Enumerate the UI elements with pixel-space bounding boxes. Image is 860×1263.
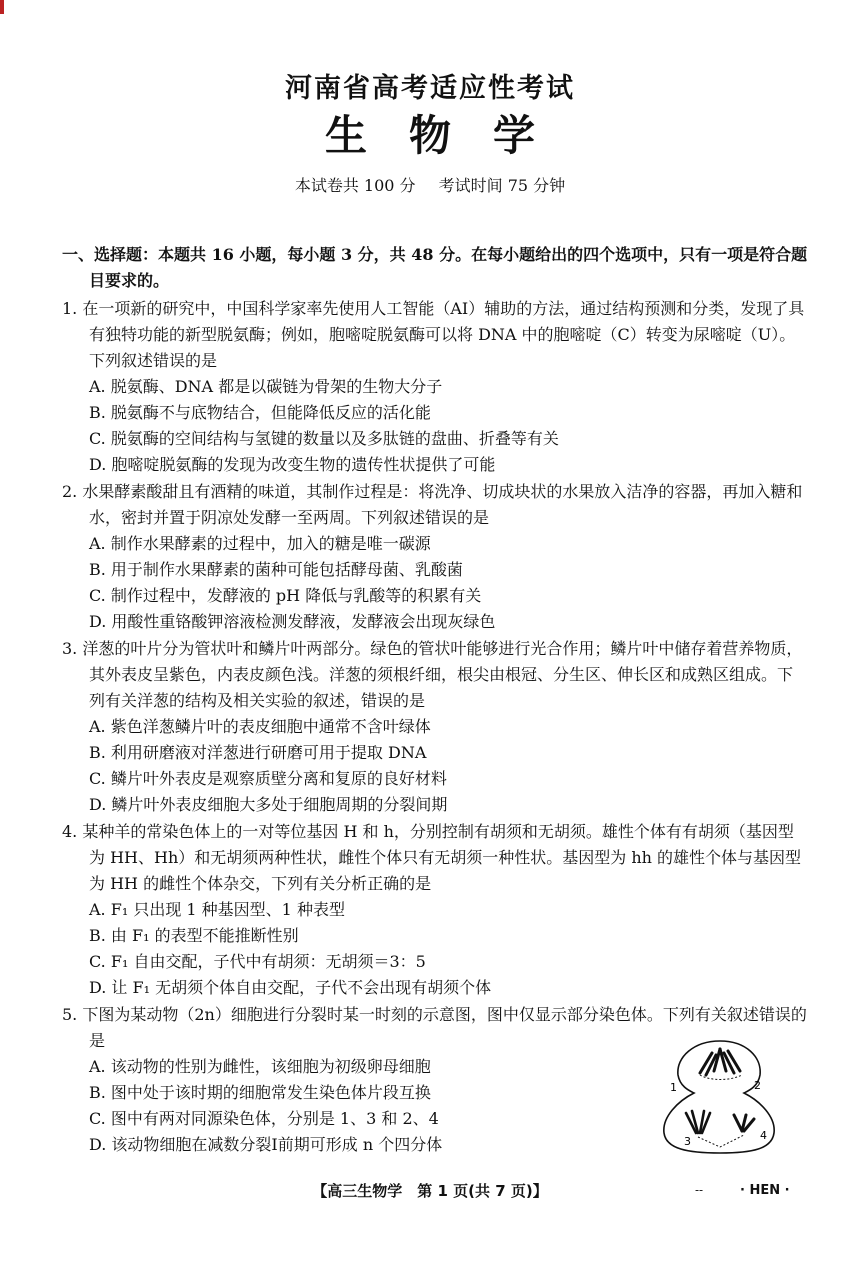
footer-code: · HEN · [740, 1183, 790, 1198]
option-a: A. 该动物的性别为雌性，该细胞为初级卵母细胞 [89, 1057, 431, 1076]
cell-division-diagram [650, 1035, 790, 1155]
option-b: B. 脱氨酶不与底物结合，但能降低反应的活化能 [89, 403, 431, 422]
label-3: 3 [684, 1135, 691, 1148]
label-2: 2 [754, 1079, 761, 1092]
question-stem: 2. 水果酵素酸甜且有酒精的味道，其制作过程是：将洗净、切成块状的水果放入洁净的容器，再加入糖和水，密封并置于阴凉处发酵一至两周。下列叙述错误的是 [62, 482, 803, 527]
footer-dash: -- [695, 1183, 704, 1197]
option-a: A. 脱氨酶、DNA 都是以碳链为骨架的生物大分子 [89, 377, 443, 396]
question-4 [62, 819, 808, 1001]
subject-title: 生物学 [324, 111, 577, 160]
option-d: D. 该动物细胞在减数分裂Ⅰ前期可形成 n 个四分体 [89, 1135, 443, 1154]
corner-mark [0, 0, 4, 14]
chromosome-group-bottom-left [686, 1111, 710, 1133]
question-1 [62, 296, 808, 478]
label-4: 4 [760, 1129, 767, 1142]
option-b: B. 利用研磨液对洋葱进行研磨可用于提取 DNA [89, 743, 427, 762]
option-a: A. 制作水果酵素的过程中，加入的糖是唯一碳源 [89, 534, 431, 553]
option-d: D. 鳞片叶外表皮细胞大多处于细胞周期的分裂间期 [89, 795, 448, 814]
label-1: 1 [670, 1081, 677, 1094]
exam-content [62, 242, 808, 1158]
option-c: C. 制作过程中，发酵液的 pH 降低与乳酸等的积累有关 [89, 586, 482, 605]
question-stem: 4. 某种羊的常染色体上的一对等位基因 H 和 h，分别控制有胡须和无胡须。雄性个体有有胡须（基因型为 HH、Hh）和无胡须两种性状，雌性个体只有无胡须一种性状。基因型为 hh 的雄性个体与基因型为 HH 的雌性个体杂交，下列有关分析正确的是 [62, 822, 802, 893]
question-stem: 3. 洋葱的叶片分为管状叶和鳞片叶两部分。绿色的管状叶能够进行光合作用；鳞片叶中储存着营养物质，其外表皮呈紫色，内表皮颜色浅。洋葱的须根纤细，根尖由根冠、分生区、伸长区和成熟区组成。下列有关洋葱的结构及相关实验的叙述，错误的是 [62, 639, 803, 710]
section-heading: 一、选择题：本题共 16 小题，每小题 3 分，共 48 分。在每小题给出的四个选项中，只有一项是符合题目要求的。 [62, 245, 808, 290]
option-c: C. 鳞片叶外表皮是观察质壁分离和复原的良好材料 [89, 769, 447, 788]
question-3 [62, 636, 808, 818]
option-c: C. 脱氨酶的空间结构与氢键的数量以及多肽链的盘曲、折叠等有关 [89, 429, 559, 448]
option-a: A. 紫色洋葱鳞片叶的表皮细胞中通常不含叶绿体 [89, 717, 431, 736]
option-b: B. 图中处于该时期的细胞常发生染色体片段互换 [89, 1083, 431, 1102]
option-b: B. 用于制作水果酵素的菌种可能包括酵母菌、乳酸菌 [89, 560, 463, 579]
question-stem: 5. 下图为某动物（2n）细胞进行分裂时某一时刻的示意图，图中仅显示部分染色体。下列有关叙述错误的是 [62, 1005, 807, 1050]
exam-info [0, 173, 860, 196]
option-d: D. 让 F₁ 无胡须个体自由交配，子代不会出现有胡须个体 [89, 978, 492, 997]
chromosome-group-bottom-right [734, 1115, 754, 1131]
option-c: C. F₁ 自由交配，子代中有胡须：无胡须＝3：5 [89, 952, 426, 971]
page-footer: 【高三生物学 第 1 页(共 7 页)】 [312, 1182, 548, 1200]
time-info: 考试时间 75 分钟 [438, 176, 566, 195]
question-2 [62, 479, 808, 635]
question-stem: 1. 在一项新的研究中，中国科学家率先使用人工智能（AI）辅助的方法，通过结构预测和分类，发现了具有独特功能的新型脱氨酶；例如，胞嘧啶脱氨酶可以将 DNA 中的胞嘧啶（C）转变为尿嘧啶（U）。下列叙述错误的是 [62, 299, 805, 370]
option-a: A. F₁ 只出现 1 种基因型、1 种表型 [89, 900, 345, 919]
chromosome-group-top [700, 1049, 740, 1075]
exam-title: 河南省高考适应性考试 [285, 73, 575, 104]
option-c: C. 图中有两对同源染色体，分别是 1、3 和 2、4 [89, 1109, 439, 1128]
option-d: D. 胞嘧啶脱氨酶的发现为改变生物的遗传性状提供了可能 [89, 455, 496, 474]
option-d: D. 用酸性重铬酸钾溶液检测发酵液，发酵液会出现灰绿色 [89, 612, 496, 631]
option-b: B. 由 F₁ 的表型不能推断性别 [89, 926, 299, 945]
score-info: 本试卷共 100 分 [294, 176, 416, 195]
